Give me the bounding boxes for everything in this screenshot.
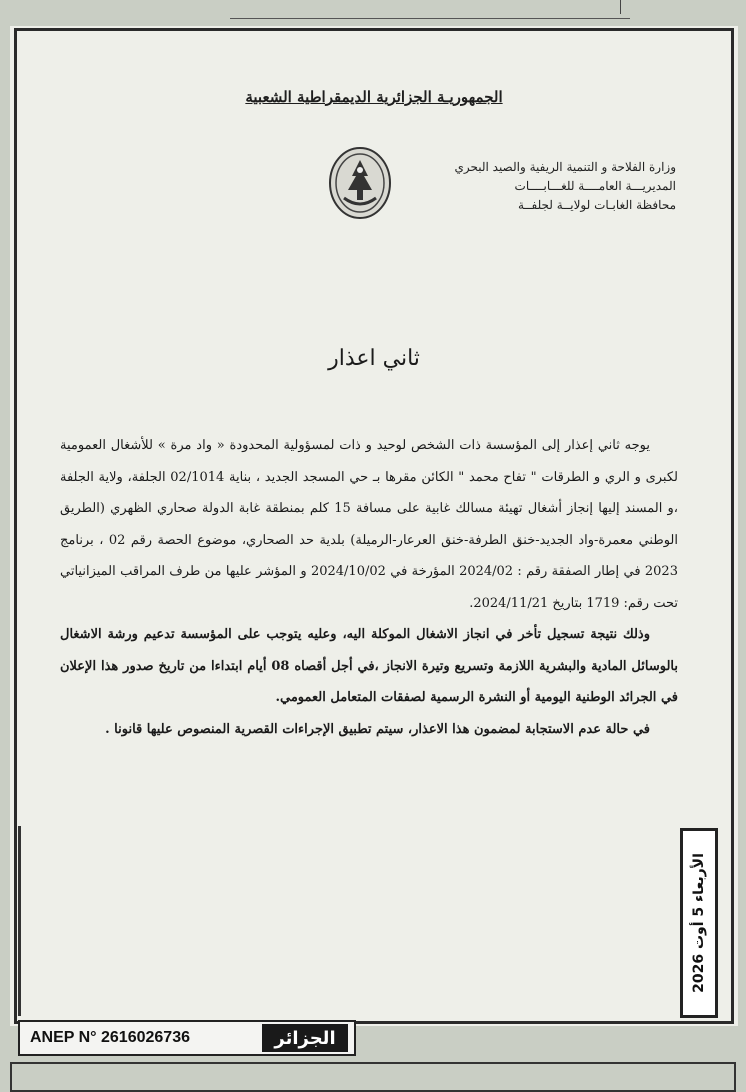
forestry-emblem-icon <box>328 146 392 220</box>
document-title: ثاني اعذار <box>328 346 420 371</box>
top-rule <box>230 0 630 19</box>
announcement-body <box>60 430 678 745</box>
anep-bar <box>18 1020 356 1056</box>
newspaper-logo: الجزائر <box>262 1024 348 1052</box>
directorate-line: المديريـــة العامــــة للغـــابــــات <box>514 179 676 193</box>
conservation-line: محافظة الغابـات لولايــة لجلفــة <box>518 198 676 212</box>
ministry-block <box>454 158 676 215</box>
anep-number: ANEP N° 2616026736 <box>30 1029 190 1046</box>
paragraph-delay: وذلك نتيجة تسجيل تأخر في انجاز الاشغال الموكلة اليه، وعليه يتوجب على المؤسسة تدعيم ورشة الاشغال بالوسائل المادية والبشرية اللازمة وتسريع وتيرة الانجاز ،في أجل أقصاه 08 أيام ابتداءا من تاريخ صدور هذا الإعلان في الجرائد الوطنية اليومية أو النشرة الرسمية لصفقات المتعامل العمومي. <box>60 627 678 705</box>
ministry-line: وزارة الفلاحة و التنمية الريفية والصيد البحري <box>454 160 676 174</box>
announcement-sheet <box>10 26 738 1026</box>
paragraph-consequence: في حالة عدم الاستجابة لمضمون هذا الاعذار، سيتم تطبيق الإجراءات القصرية المنصوص عليها قانونا . <box>105 721 650 737</box>
date-tab <box>680 828 718 1018</box>
left-column-rule <box>18 826 21 1016</box>
paragraph-notice: يوجه ثاني إعذار إلى المؤسسة ذات الشخص لوحيد و ذات لمسؤولية المحدودة « واد مرة » للأشغال العمومية لكبرى و الري و الطرقات " تفاح محمد " الكائن مقرها بـ حي المسجد الجديد ، بناية 02/1014 الجلفة، ولاية الجلفة ،و المسند إليها إنجاز أشغال تهيئة مسالك غابية على مسافة 15 كلم بمنطقة غابة الدولة صحاري الظهري (الطريق الوطني معمرة-واد الجديد-خنق الطرفة-خنق العرعار-الرميلة) بلدية حد الصحاري، موضوع الحصة رقم 02 ، برنامج 2023 في إطار الصفقة رقم : 2024/02 المؤرخة في 2024/10/02 و المؤشر عليها من طرف المراقب الميزانياتي تحت رقم: 1719 بتاريخ 2024/11/21. <box>60 438 678 611</box>
next-announcement-frame <box>10 1062 736 1092</box>
republic-heading: الجمهوريـة الجزائرية الديمقراطية الشعبية <box>245 88 503 106</box>
issue-date: الأربعاء 5 أوت 2026 <box>691 853 707 993</box>
